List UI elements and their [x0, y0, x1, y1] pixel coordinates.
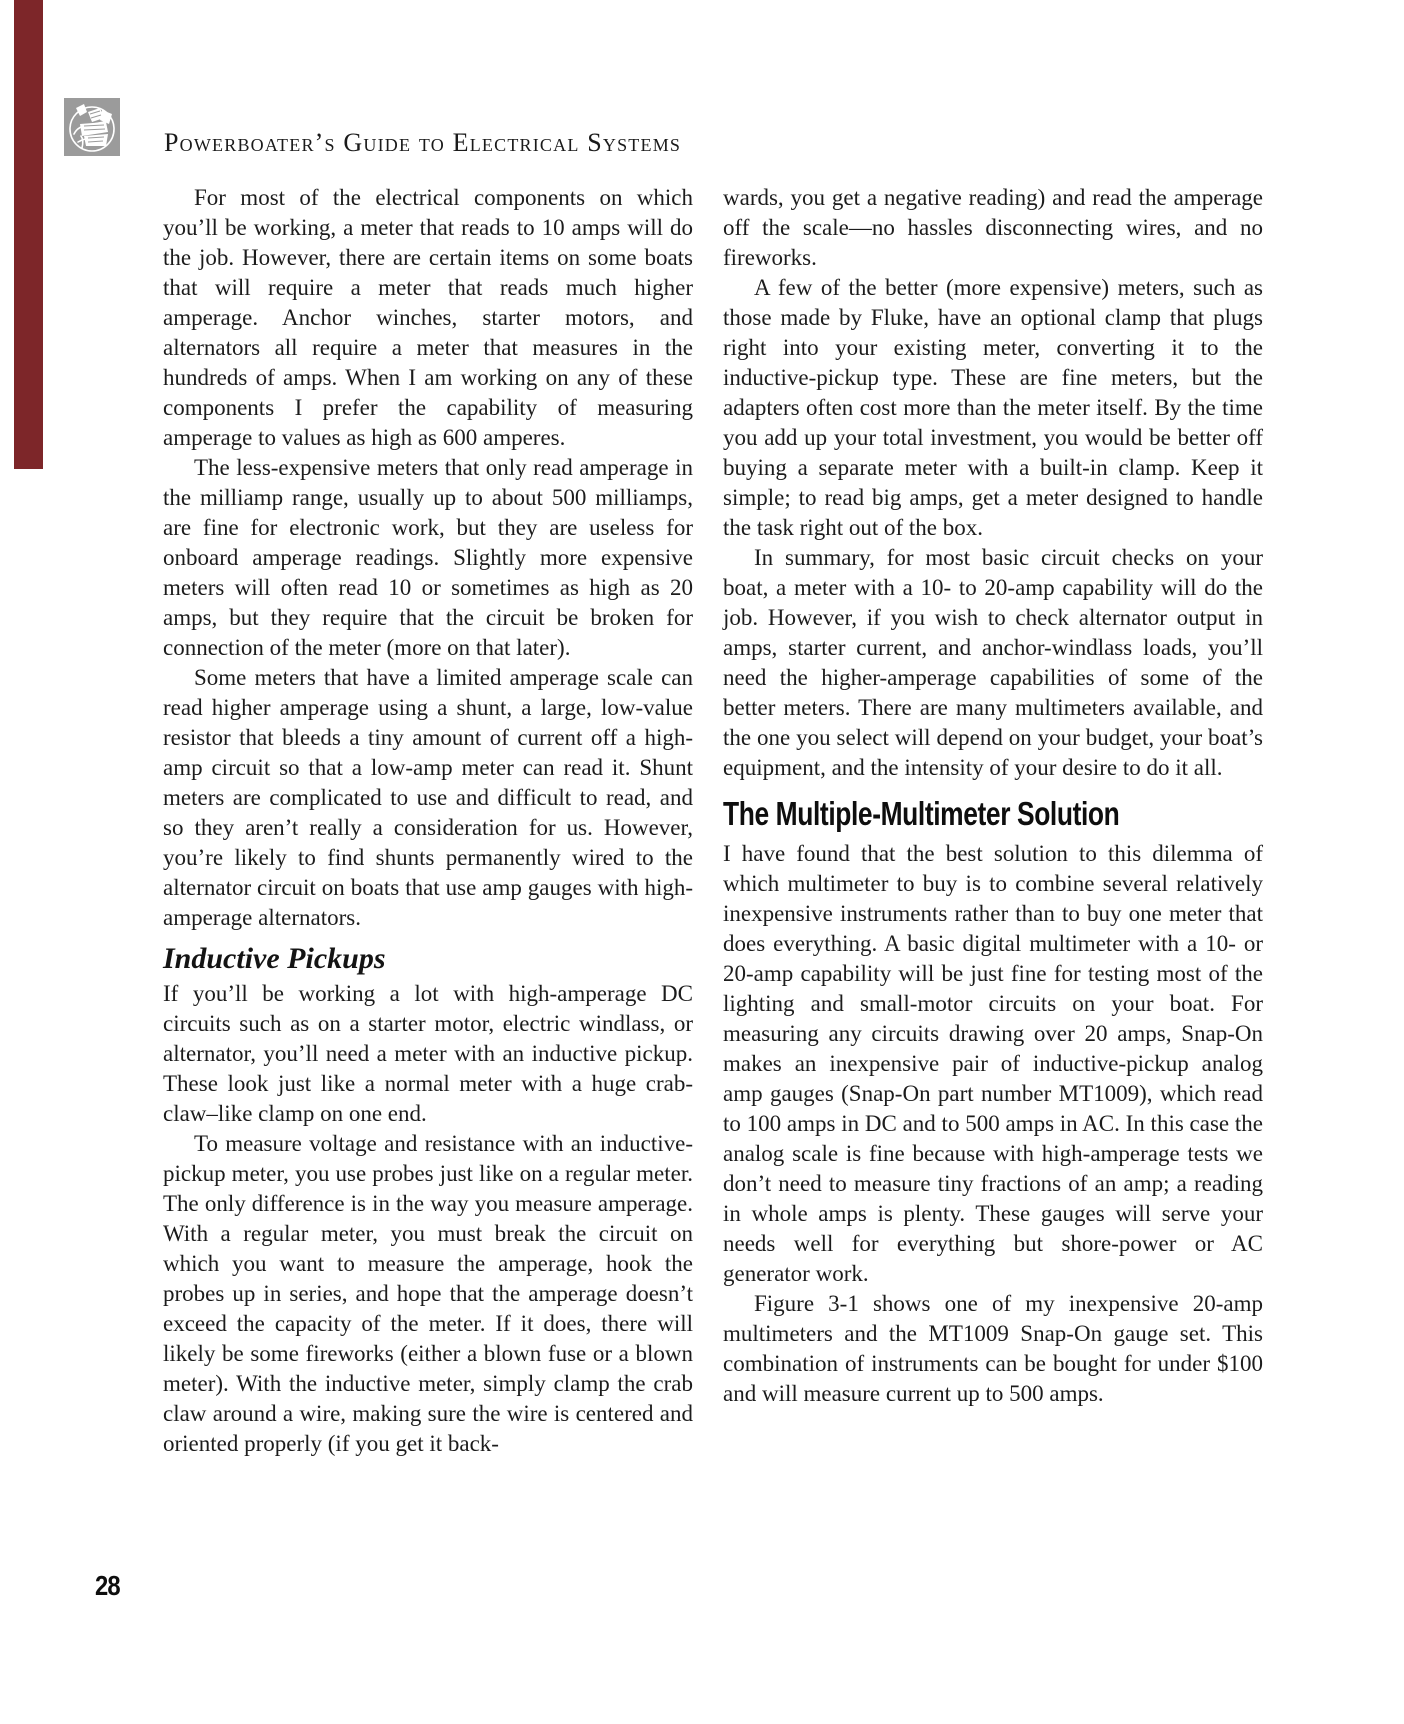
paragraph: Figure 3-1 shows one of my inexpensive 20-amp multimeters and the MT1009 Snap-On gauge set. This combination of instruments can be bought for under $100 and will measure current up to 500 amps. — [723, 1291, 1263, 1406]
paragraph: Some meters that have a limited amperage scale can read higher amperage using a shunt, a large, low-value resistor that bleeds a tiny amount of current off a high-amp circuit so that a low-amp meter can read it. Shunt meters are complicated to use and difficult to read, and so they aren’t really a consideration for us. However, you’re likely to find shunts permanently wired to the alternator circuit on boats that use amp gauges with high-amperage alternators. — [163, 665, 693, 930]
paragraph: I have found that the best solution to this dilemma of which multimeter to buy is to combine several relatively inexpensive instruments rather than to buy one meter that does everything. A basic digital multimeter with a 10- or 20-amp capability will be just fine for testing most of the lighting and small-motor circuits on your boat. For measuring any circuits drawing over 20 amps, Snap-On makes an inexpensive pair of inductive-pickup analog amp gauges (Snap-On part number MT1009), which read to 100 amps in DC and to 500 amps in AC. In this case the analog scale is fine because with high-amperage tests we don’t need to measure tiny fractions of an amp; a reading in whole amps is plenty. These gauges will serve your needs well for everything but shore-power or AC generator work. — [723, 841, 1263, 1286]
page-number: 28 — [95, 1570, 120, 1601]
section-heading-multiple-multimeter: The Multiple-Multimeter Solution — [723, 795, 1120, 832]
chapter-edge-tab — [14, 0, 43, 469]
right-column — [723, 183, 1263, 1459]
paragraph: The less-expensive meters that only read amperage in the milliamp range, usually up to about 500 milliamps, are fine for electronic work, but they are useless for onboard amperage readings. Slightly more expensive meters will often read 10 or sometimes as high as 20 amps, but they require that the circuit be broken for connection of the meter (more on that later). — [163, 455, 693, 660]
paragraph: For most of the electrical components on which you’ll be working, a meter that reads to 10 amps will do the job. However, there are certain items on some boats that will require a meter that reads much higher amperage. Anchor winches, starter motors, and alternators all require a meter that measures in the hundreds of amps. When I am working on any of these components I prefer the capability of measuring amperage to values as high as 600 amperes. — [163, 185, 693, 450]
paragraph: To measure voltage and resistance with an inductive-pickup meter, you use probes just like on a regular meter. The only difference is in the way you measure amperage. With a regular meter, you must break the circuit on which you want to measure the amperage, hook the probes up in series, and hope that the amperage doesn’t exceed the capacity of the meter. If it does, there will likely be some fireworks (either a blown fuse or a blown meter). With the inductive meter, simply clamp the crab claw around a wire, making sure the wire is centered and oriented properly (if you get it back- — [163, 1131, 693, 1456]
running-head-title: Powerboater’s Guide to Electrical Systems — [164, 128, 682, 157]
paragraph: If you’ll be working a lot with high-amperage DC circuits such as on a starter motor, electric windlass, or alternator, you’ll need a meter with an inductive pickup. These look just like a normal meter with a huge crab-claw–like clamp on one end. — [163, 981, 693, 1126]
section-heading-inductive-pickups: Inductive Pickups — [163, 942, 386, 975]
two-column-text — [163, 183, 1263, 1459]
paragraph: In summary, for most basic circuit checks on your boat, a meter with a 10- to 20-amp capability will do the job. However, if you wish to check alternator output in amps, starter current, and anchor-windlass loads, you’ll need the higher-amperage capabilities of some of the better meters. There are many multimeters available, and the one you select will depend on your budget, your boat’s equipment, and the intensity of your desire to do it all. — [723, 545, 1263, 780]
left-column — [163, 183, 693, 1459]
paragraph: A few of the better (more expensive) meters, such as those made by Fluke, have an optional clamp that plugs right into your existing meter, converting it to the inductive-pickup type. These are fine meters, but the adapters often cost more than the meter itself. By the time you add up your total investment, you would be better off buying a separate meter with a built-in clamp. Keep it simple; to read big amps, get a meter designed to handle the task right out of the box. — [723, 275, 1263, 540]
paragraph: wards, you get a negative reading) and read the amperage off the scale—no hassles disconnecting wires, and no fireworks. — [723, 185, 1263, 270]
engine-engraving-icon — [64, 98, 120, 156]
